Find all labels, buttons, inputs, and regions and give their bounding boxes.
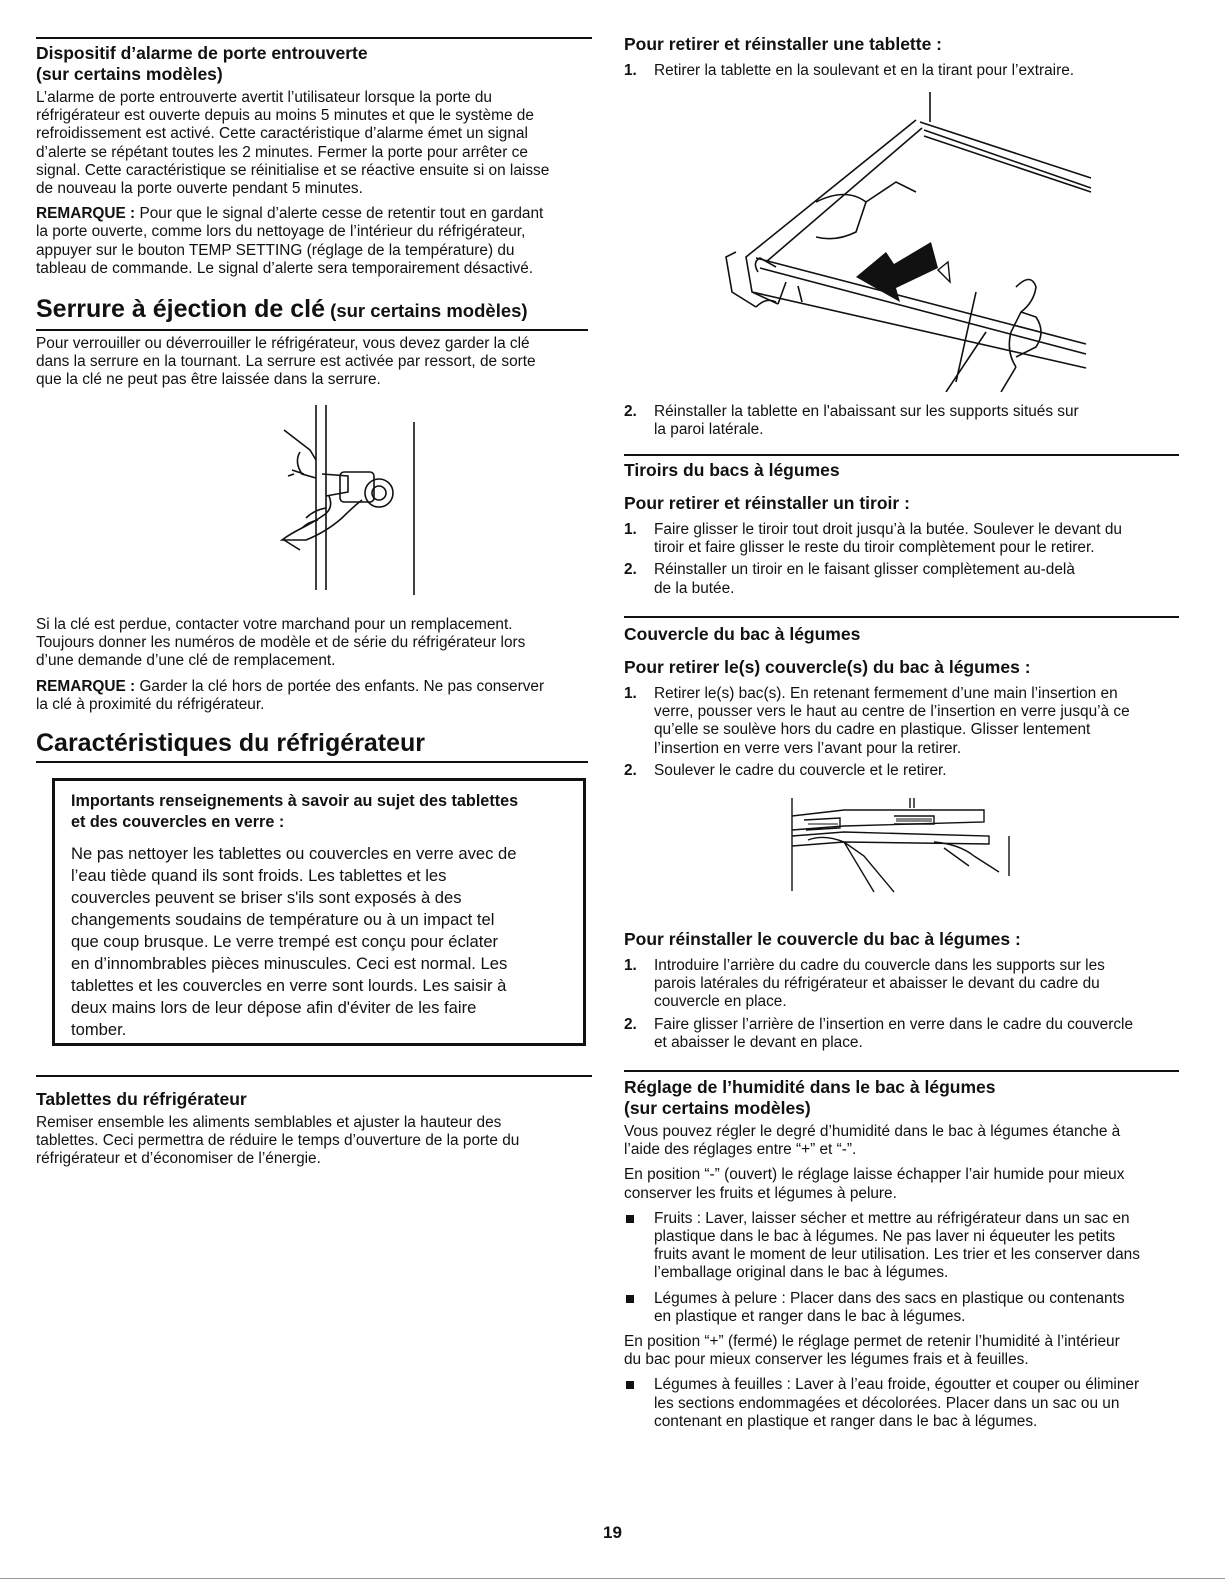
humidity-intro	[624, 1123, 1189, 1159]
body-line: deux mains lors de leur dépose afin d'éviter de les faire	[71, 998, 477, 1017]
cover-reinstall-steps	[624, 957, 1189, 1052]
bullet-square-icon	[626, 1215, 634, 1223]
door-alarm-title: Dispositif d’alarme de porte entrouverte	[36, 43, 368, 63]
list-text: Légumes à feuilles : Laver à l’eau froide, égoutter et couper ou éliminer	[654, 1376, 1140, 1394]
body-line: Toujours donner les numéros de modèle et de série du réfrigérateur lors	[36, 634, 526, 652]
body-line: conserver les fruits et légumes à pelure.	[624, 1184, 897, 1202]
drawers-section	[624, 460, 1189, 598]
step-text: Retirer la tablette en la soulevant et en la tirant pour l’extraire.	[654, 62, 1075, 79]
cover-title: Couvercle du bac à légumes	[624, 624, 861, 644]
note-line: la porte ouverte, comme lors du nettoyage de l’intérieur du réfrigérateur,	[36, 223, 526, 241]
glass-info-box	[52, 778, 586, 1046]
step-text: Réinstaller un tiroir en le faisant glisser complètement au-delà	[654, 561, 1075, 579]
cover-steps	[624, 685, 1189, 780]
section-rule	[624, 616, 1179, 618]
step-item	[624, 685, 1189, 758]
shelf-remove-section	[624, 34, 1189, 80]
note-line: appuyer sur le bouton TEMP SETTING (réglage de la température) du	[36, 241, 515, 259]
page-bottom-rule	[0, 1578, 1225, 1579]
note-text: Pour que le signal d’alerte cesse de retentir tout en gardant	[135, 205, 544, 223]
body-line: tablettes. Ceci permettra de réduire le temps d’ouverture de la porte du	[36, 1132, 520, 1150]
key-lock-body	[36, 335, 592, 390]
drawers-title: Tiroirs du bacs à légumes	[624, 460, 840, 480]
note-label: REMARQUE :	[36, 677, 136, 695]
humidity-section	[624, 1077, 1189, 1431]
section-rule	[624, 454, 1179, 456]
body-line: tablettes et les couvercles en verre sont lourds. Les saisir à	[71, 976, 507, 995]
list-text: fruits avant le moment de leur utilisation. Les trier et les conserver dans	[654, 1246, 1140, 1264]
step-text: verre, pousser vers le haut au centre de l’insertion en verre jusqu’à ce	[654, 703, 1130, 721]
key-lock-note	[36, 678, 592, 714]
step-number: 2.	[624, 761, 637, 779]
section-rule	[624, 1070, 1179, 1072]
step-item	[624, 1016, 1189, 1052]
section-rule	[36, 1075, 592, 1077]
body-line: l’aide des réglages entre “+” et “-”.	[624, 1141, 857, 1159]
cover-section	[624, 624, 1189, 780]
humidity-closed-list	[624, 1376, 1189, 1431]
step-number: 2.	[624, 1015, 637, 1033]
step-item	[624, 561, 1189, 597]
step-text: l’insertion en verre vers l’avant pour la retirer.	[654, 739, 962, 757]
shelves-title: Tablettes du réfrigérateur	[36, 1089, 247, 1109]
step-number: 1.	[624, 521, 637, 538]
step-text: Introduire l’arrière du cadre du couvercle dans les supports sur les	[654, 957, 1105, 974]
step-item	[624, 403, 1189, 439]
step-number: 1.	[624, 62, 637, 79]
humidity-closed	[624, 1333, 1189, 1369]
step-item	[624, 762, 1189, 780]
body-line: que la clé ne peut pas être laissée dans la serrure.	[36, 371, 381, 389]
glass-info-title-line2: et des couvercles en verre :	[71, 813, 285, 831]
step-number: 2.	[624, 403, 637, 420]
cover-reinstall-title: Pour réinstaller le couvercle du bac à légumes :	[624, 929, 1021, 949]
step-text: parois latérales du réfrigérateur et abaisser le devant du cadre du	[654, 975, 1100, 993]
door-alarm-section	[36, 43, 592, 278]
shelf-remove-steps	[624, 62, 1189, 80]
key-lock-after	[36, 616, 592, 714]
bullet-square-icon	[626, 1381, 634, 1389]
list-item	[624, 1210, 1189, 1283]
crisper-cover-illustration	[784, 796, 1014, 896]
door-alarm-note	[36, 205, 592, 278]
key-lock-section	[36, 294, 592, 390]
body-line: tomber.	[71, 1020, 127, 1039]
note-line: la clé à proximité du réfrigérateur.	[36, 695, 265, 713]
humidity-open	[624, 1166, 1189, 1202]
shelf-remove-title: Pour retirer et réinstaller une tablette :	[624, 34, 943, 54]
shelf-remove-steps-2	[624, 403, 1189, 439]
page-number: 19	[603, 1523, 622, 1542]
body-line: En position “+” (fermé) le réglage permet de retenir l’humidité à l’intérieur	[624, 1333, 1120, 1351]
step-text: Faire glisser l’arrière de l’insertion en verre dans le cadre du couvercle	[654, 1015, 1134, 1033]
body-line: réfrigérateur et d’économiser de l’énergie.	[36, 1150, 321, 1168]
step-number: 1.	[624, 685, 637, 702]
door-alarm-title-models: (sur certains modèles)	[36, 64, 223, 84]
features-section	[36, 728, 592, 763]
step-text: Faire glisser le tiroir tout droit jusqu’à la butée. Soulever le devant du	[654, 521, 1122, 538]
body-line: d’une demande d’une clé de remplacement.	[36, 652, 336, 670]
body-line: dans la serrure en la tournant. La serrure est activée par ressort, de sorte	[36, 353, 536, 371]
key-lock-title-text: Serrure à éjection de clé	[36, 295, 326, 323]
note-line: tableau de commande. Le signal d’alerte sera temporairement désactivé.	[36, 259, 534, 277]
glass-info-title: Importants renseignements à savoir au sujet des tablettes	[71, 792, 519, 810]
list-text: en plastique et ranger dans le bac à légumes.	[654, 1307, 966, 1325]
glass-info-body	[71, 843, 583, 1041]
body-line: de nouveau la porte ouverte pendant 5 minutes.	[36, 180, 363, 198]
list-text: contenant en plastique et ranger dans le bac à légumes.	[654, 1412, 1038, 1430]
list-text: plastique dans le bac à légumes. Ne pas laver ni équeuter les petits	[654, 1228, 1116, 1246]
drawers-steps	[624, 521, 1189, 598]
body-line: que coup brusque. Le verre trempé est conçu pour éclater	[71, 932, 499, 951]
body-line: Si la clé est perdue, contacter votre marchand pour un remplacement.	[36, 616, 513, 633]
shelves-body	[36, 1114, 592, 1169]
drawers-subtitle: Pour retirer et réinstaller un tiroir :	[624, 493, 910, 513]
shelves-section	[36, 1089, 592, 1169]
list-text: l’emballage original dans le bac à légumes.	[654, 1264, 949, 1282]
step-item	[624, 62, 1189, 80]
list-item	[624, 1376, 1189, 1431]
shelf-reinstall-step	[624, 403, 1189, 439]
list-text: les sections endommagées et décolorées. Placer dans un sac ou un	[654, 1394, 1120, 1412]
features-title: Caractéristiques du réfrigérateur	[36, 729, 426, 757]
body-line: Pour verrouiller ou déverrouiller le réfrigérateur, vous devez garder la clé	[36, 335, 530, 352]
humidity-title-models: (sur certains modèles)	[624, 1098, 811, 1118]
step-text: couvercle en place.	[654, 993, 787, 1011]
body-line: d’alerte se répétant toutes les 2 minutes. Fermer la porte pour arrêter ce	[36, 143, 528, 161]
key-lock-title-models: (sur certains modèles)	[325, 300, 528, 321]
step-text: Retirer le(s) bac(s). En retenant fermement d’une main l’insertion en	[654, 685, 1118, 702]
list-item	[624, 1290, 1189, 1326]
body-line: Remiser ensemble les aliments semblables et ajuster la hauteur des	[36, 1114, 502, 1131]
cover-subtitle: Pour retirer le(s) couvercle(s) du bac à légumes :	[624, 657, 1031, 677]
key-lock-illustration	[244, 400, 424, 600]
list-text: Placer dans des sacs en plastique ou contenants	[785, 1289, 1125, 1307]
body-line: L’alarme de porte entrouverte avertit l’utilisateur lorsque la porte du	[36, 89, 492, 106]
note-label: REMARQUE :	[36, 205, 136, 223]
bullet-square-icon	[626, 1295, 634, 1303]
body-line: en d’innombrables pièces minuscules. Ceci est normal. Les	[71, 954, 508, 973]
body-line: réfrigérateur est ouverte depuis au moins 5 minutes et que le système de	[36, 107, 534, 125]
step-text: Réinstaller la tablette en l'abaissant sur les supports situés sur	[654, 403, 1079, 420]
step-text: et abaisser le devant en place.	[654, 1033, 863, 1051]
note-text: Garder la clé hors de portée des enfants. Ne pas conserver	[135, 677, 545, 695]
section-rule	[36, 329, 588, 331]
body-line: Ne pas nettoyer les tablettes ou couvercles en verre avec de	[71, 844, 517, 863]
step-number: 1.	[624, 957, 637, 974]
step-text: qu’elle se soulève hors du cadre en plastique. Glisser lentement	[654, 721, 1091, 739]
body-line: refroidissement est activé. Cette caractéristique d’alarme émet un signal	[36, 125, 528, 143]
step-item	[624, 957, 1189, 1012]
step-text: la paroi latérale.	[654, 421, 764, 439]
body-line: l’eau tiède quand ils sont froids. Les tablettes et les	[71, 866, 447, 885]
body-line: changements soudains de température ou à un impact tel	[71, 910, 495, 929]
key-lock-title	[36, 294, 592, 326]
step-text: tiroir et faire glisser le reste du tiroir complètement pour le retirer.	[654, 539, 1095, 557]
shelf-removal-illustration	[716, 92, 1096, 392]
body-line: En position “-” (ouvert) le réglage laisse échapper l’air humide pour mieux	[624, 1166, 1125, 1184]
step-text: de la butée.	[654, 579, 735, 597]
body-line: Vous pouvez régler le degré d’humidité dans le bac à légumes étanche à	[624, 1123, 1121, 1140]
body-line: couvercles peuvent se briser s'ils sont exposés à des	[71, 888, 462, 907]
list-text: Fruits : Laver, laisser sécher et mettre au réfrigérateur dans un sac en	[654, 1209, 1130, 1227]
step-item	[624, 521, 1189, 557]
cover-reinstall-section	[624, 929, 1189, 1052]
door-alarm-body	[36, 89, 592, 198]
step-text: Soulever le cadre du couvercle et le retirer.	[654, 761, 947, 779]
section-rule	[36, 761, 588, 763]
humidity-title: Réglage de l’humidité dans le bac à légumes	[624, 1077, 996, 1097]
list-label: Légumes à pelure :	[654, 1289, 786, 1307]
humidity-open-list	[624, 1210, 1189, 1326]
body-line: signal. Cette caractéristique se réinitialise et se réactive ensuite si on laisse	[36, 161, 550, 179]
body-line: du bac pour mieux conserver les légumes frais et à feuilles.	[624, 1351, 1029, 1369]
step-number: 2.	[624, 561, 637, 579]
section-rule	[36, 37, 592, 39]
